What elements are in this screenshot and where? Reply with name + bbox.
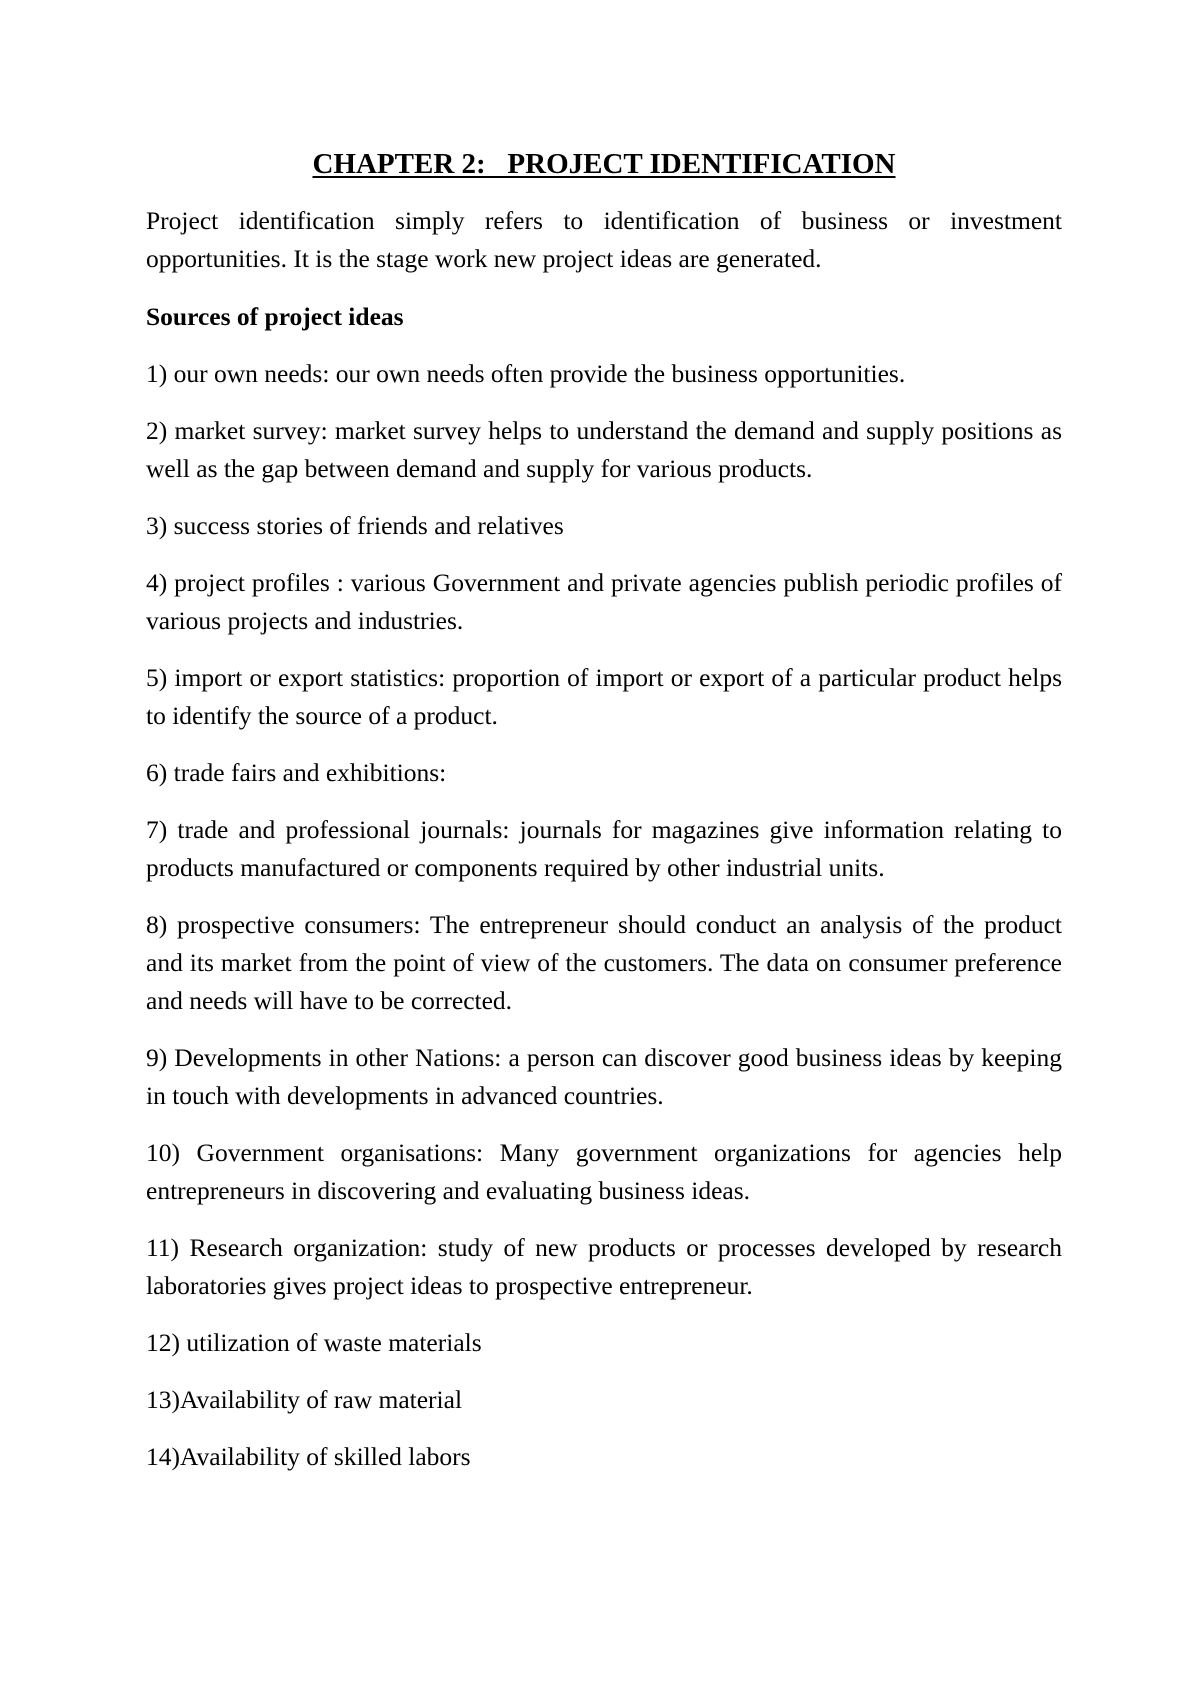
list-item: 4) project profiles : various Government and private agencies publish periodic profiles of various projects and industries. [146, 568, 1062, 635]
section-heading: Sources of project ideas [146, 302, 404, 331]
chapter-title: CHAPTER 2: PROJECT IDENTIFICATION [312, 148, 896, 180]
list-item: 14)Availability of skilled labors [146, 1442, 471, 1471]
list-item: 12) utilization of waste materials [146, 1328, 482, 1357]
list-item: 1) our own needs: our own needs often provide the business opportunities. [146, 359, 906, 388]
intro-paragraph: Project identification simply refers to identification of business or investment opportunities. It is the stage work new project ideas are generated. [146, 206, 1062, 273]
list-item: 8) prospective consumers: The entrepreneur should conduct an analysis of the product and its market from the point of view of the customers. The data on consumer preference and needs will have to be corrected. [146, 910, 1062, 1015]
list-item: 11) Research organization: study of new products or processes developed by research laboratories gives project ideas to prospective entrepreneur. [146, 1233, 1062, 1300]
list-item: 7) trade and professional journals: journals for magazines give information relating to products manufactured or components required by other industrial units. [146, 815, 1062, 882]
list-item: 2) market survey: market survey helps to understand the demand and supply positions as well as the gap between demand and supply for various products. [146, 416, 1062, 483]
list-item: 9) Developments in other Nations: a person can discover good business ideas by keeping in touch with developments in advanced countries. [146, 1043, 1062, 1110]
list-item: 13)Availability of raw material [146, 1385, 463, 1414]
list-item: 5) import or export statistics: proportion of import or export of a particular product helps to identify the source of a product. [146, 663, 1062, 730]
list-item: 6) trade fairs and exhibitions: [146, 758, 447, 787]
list-item: 10) Government organisations: Many government organizations for agencies help entrepreneurs in discovering and evaluating business ideas. [146, 1138, 1062, 1205]
document-body [146, 146, 1062, 1495]
list-item: 3) success stories of friends and relatives [146, 511, 564, 540]
